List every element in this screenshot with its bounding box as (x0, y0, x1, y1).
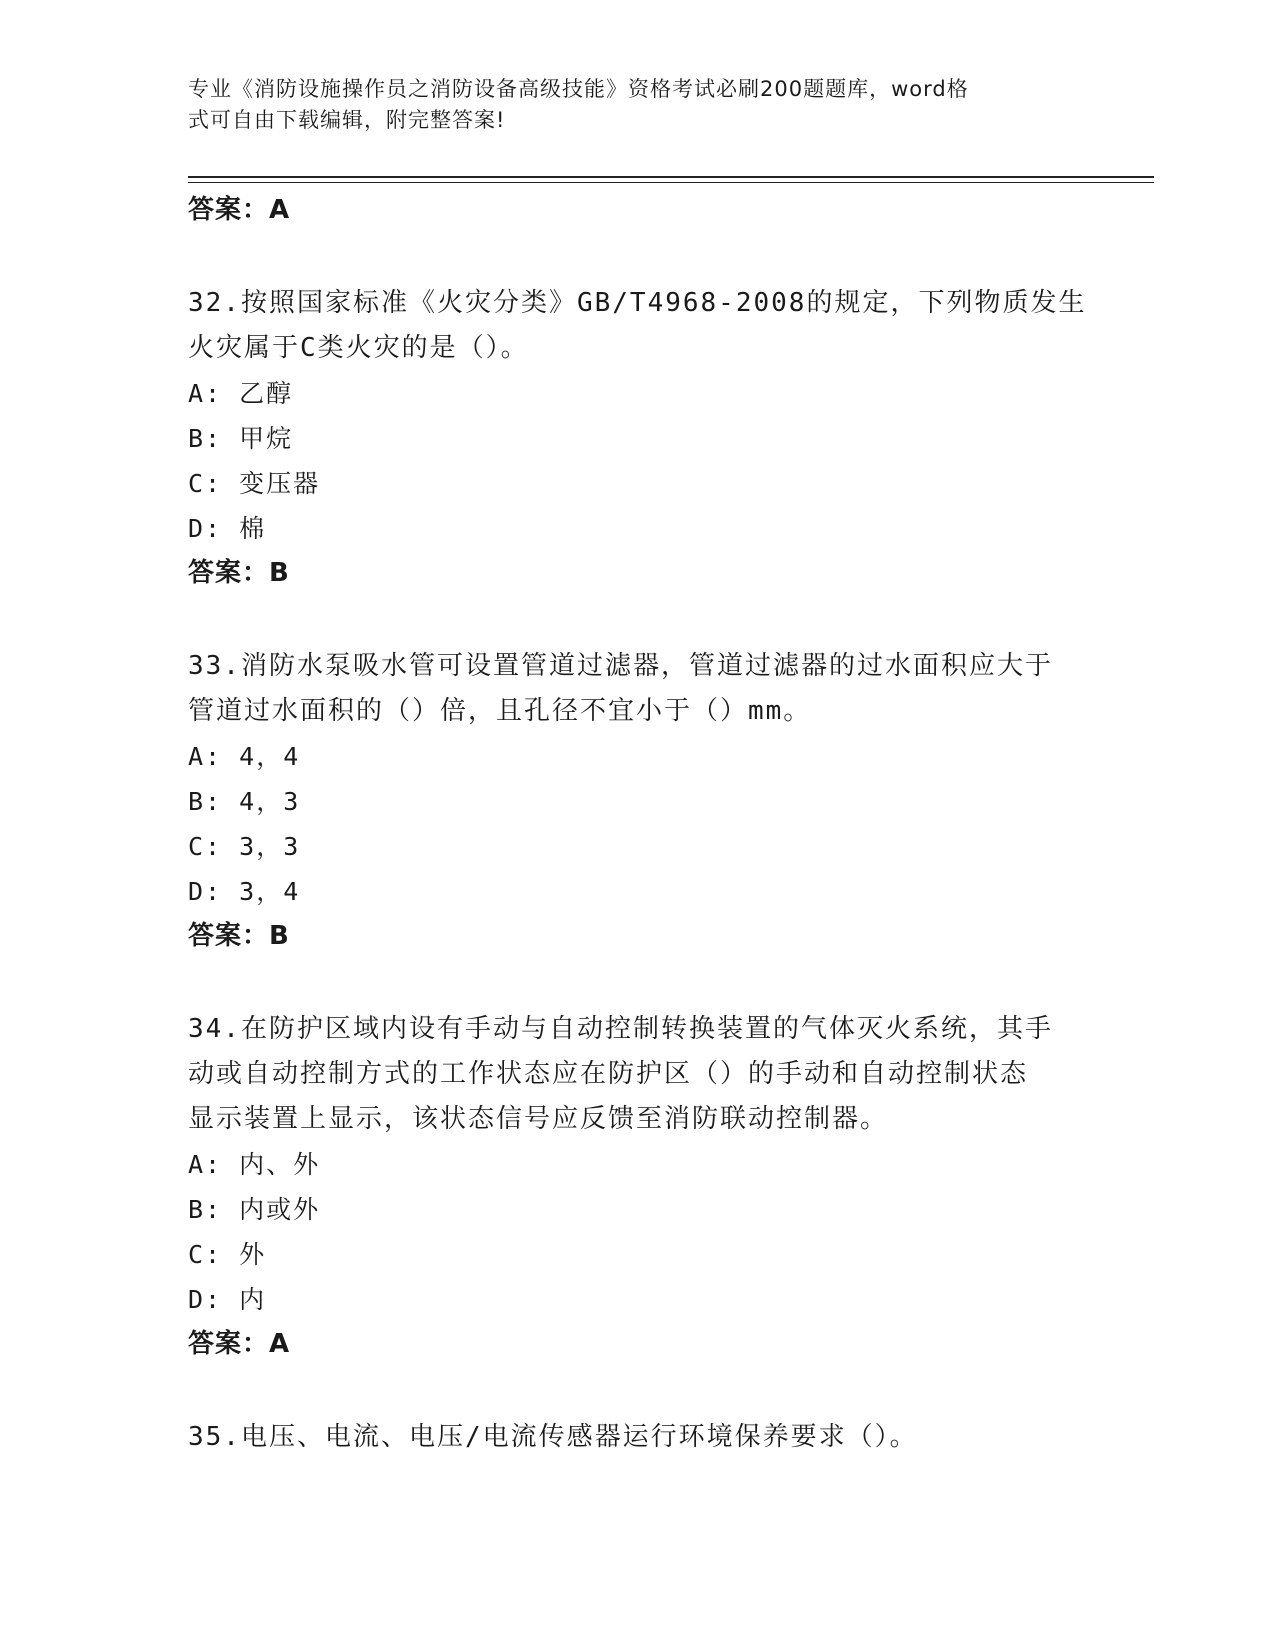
previous-answer: 答案：A (188, 195, 291, 225)
spacer (188, 1367, 1088, 1415)
option-b: B: 内或外 (188, 1195, 321, 1224)
option-c: C: 变压器 (188, 469, 321, 498)
question-list (188, 188, 1088, 1460)
spacer (188, 233, 1088, 281)
option-a: A: 内、外 (188, 1150, 321, 1179)
question-34 (188, 1007, 1088, 1367)
spacer (188, 959, 1088, 1007)
question-text-line: 32.按照国家标准《火灾分类》GB/T4968-2008的规定，下列物质发生 (188, 288, 1087, 318)
question-33 (188, 644, 1088, 959)
question-text-line: 管道过水面积的（）倍，且孔径不宜小于（）mm。 (188, 696, 812, 726)
answer: 答案：A (188, 1329, 291, 1359)
question-text-line: 显示装置上显示，该状态信号应反馈至消防联动控制器。 (188, 1104, 889, 1134)
header-line-2: 式可自由下载编辑，附完整答案! (188, 108, 506, 132)
document-header (188, 74, 1068, 136)
header-divider-thick (188, 176, 1154, 178)
option-b: B: 4，3 (188, 787, 301, 816)
answer: 答案：B (188, 558, 290, 588)
option-c: C: 外 (188, 1240, 267, 1269)
option-d: D: 内 (188, 1285, 267, 1314)
question-text-line: 火灾属于C类火灾的是（）。 (188, 333, 529, 363)
question-text-line: 34.在防护区域内设有手动与自动控制转换装置的气体灭火系统，其手 (188, 1014, 1053, 1044)
option-d: D: 棉 (188, 514, 267, 543)
question-35 (188, 1415, 1088, 1460)
option-a: A: 乙醇 (188, 379, 294, 408)
option-c: C: 3，3 (188, 832, 301, 861)
question-32 (188, 281, 1088, 596)
spacer (188, 596, 1088, 644)
option-a: A: 4，4 (188, 742, 301, 771)
question-text-line: 动或自动控制方式的工作状态应在防护区（）的手动和自动控制状态 (188, 1059, 1029, 1089)
option-d: D: 3，4 (188, 877, 301, 906)
question-text-line: 33.消防水泵吸水管可设置管道过滤器，管道过滤器的过水面积应大于 (188, 651, 1053, 681)
question-text-line: 35.电压、电流、电压/电流传感器运行环境保养要求（）。 (188, 1422, 918, 1452)
option-b: B: 甲烷 (188, 424, 294, 453)
header-divider-thin (188, 182, 1154, 183)
answer: 答案：B (188, 921, 290, 951)
header-line-1: 专业《消防设施操作员之消防设备高级技能》资格考试必刷200题题库，word格 (188, 77, 969, 101)
